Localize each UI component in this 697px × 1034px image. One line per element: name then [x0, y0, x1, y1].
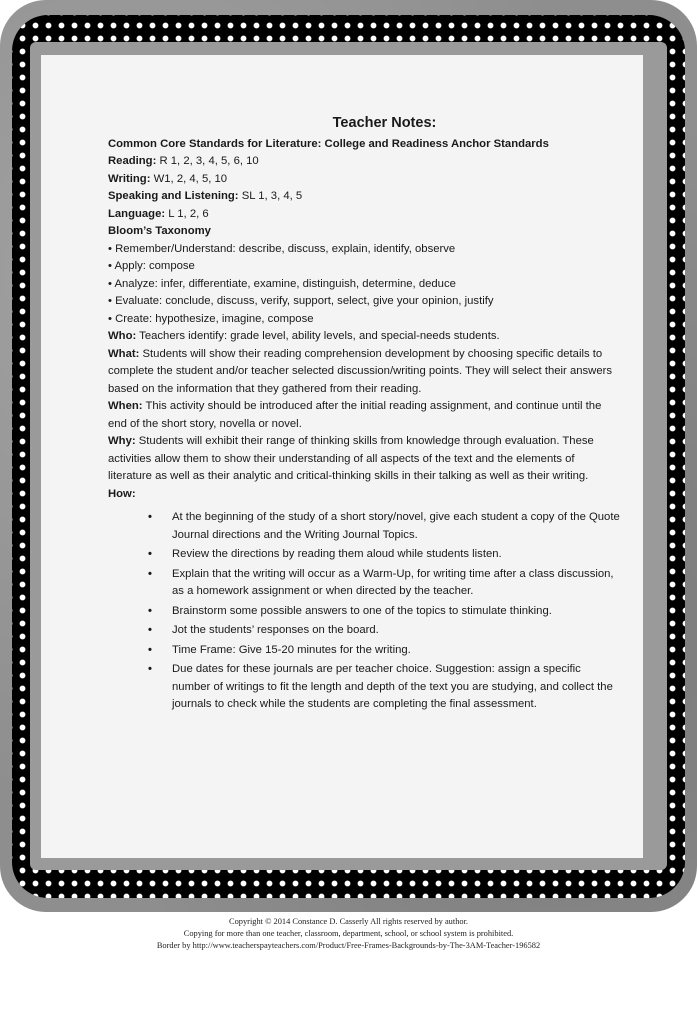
standard-speaking [108, 188, 621, 206]
how-item: • Due dates for these journals are per teacher choice. Suggestion: assign a specific number of writings to fit the length and depth of the text you are studying, and collect the journals to check while the students are completing the final assessment. [148, 661, 621, 714]
when-section [108, 398, 621, 433]
standard-value: R 1, 2, 3, 4, 5, 6, 10 [156, 155, 259, 167]
how-item: • Explain that the writing will occur as a Warm-Up, for writing time after a class discussion, as a homework assignment or when directed by the teacher. [148, 566, 621, 601]
how-item: • Brainstorm some possible answers to one of the topics to stimulate thinking. [148, 603, 621, 621]
blooms-item: • Analyze: infer, differentiate, examine, distinguish, determine, deduce [108, 277, 456, 290]
how-item: • At the beginning of the study of a short story/novel, give each student a copy of the Quote Journal directions and the Writing Journal Topics. [148, 509, 621, 544]
footer [0, 916, 697, 952]
blooms-item: • Apply: compose [108, 260, 195, 272]
why-label: Why: [108, 435, 136, 447]
what-section [108, 346, 621, 399]
what-label: What: [108, 347, 140, 360]
standard-label: Language: [108, 207, 166, 220]
what-text: Students will show their reading comprehension development by choosing specific details to complete the student and/or teacher selected discussion/writing points. They will select their answers based on the information that they gathered from their reading. [108, 347, 613, 395]
standard-label: Writing: [108, 172, 151, 185]
standard-language [108, 206, 621, 224]
border-credit: Border by http://www.teacherspayteachers.com/Product/Free-Frames-Backgrounds-by-The-3AM-Teacher-196582 [156, 941, 541, 950]
when-label: When: [108, 400, 143, 412]
blooms-heading: Bloom’s Taxonomy [108, 225, 211, 237]
when-text: This activity should be introduced after the initial reading assignment, and continue until the end of the short story, novella or novel. [108, 400, 602, 430]
standard-value: W1, 2, 4, 5, 10 [150, 172, 228, 185]
who-section [108, 328, 621, 346]
who-label: Who: [108, 330, 137, 342]
who-text: Teachers identify: grade level, ability levels, and special-needs students. [136, 330, 500, 342]
blooms-item: • Remember/Understand: describe, discuss, explain, identify, observe [108, 242, 456, 255]
why-text: Students will exhibit their range of thinking skills from knowledge through evaluation. These activities allow them to show their understanding of all aspects of the text and the elements of literature as well as their analytic and critical-thinking skills in their talking as well as their writing. [108, 435, 594, 482]
copying-notice: Copying for more than one teacher, classroom, department, school, or school system is prohibited. [183, 929, 514, 938]
standard-value: SL 1, 3, 4, 5 [238, 190, 303, 202]
how-item: • Time Frame: Give 15-20 minutes for the writing. [148, 642, 621, 660]
how-item: • Jot the students’ responses on the board. [148, 622, 621, 640]
how-list [108, 509, 621, 714]
standards-heading: Common Core Standards for Literature: College and Readiness Anchor Standards [108, 137, 549, 150]
standard-reading [108, 153, 621, 171]
notes-page [41, 55, 643, 858]
standard-label: Speaking and Listening: [108, 190, 239, 202]
how-item: • Review the directions by reading them aloud while students listen. [148, 546, 621, 564]
blooms-item: • Create: hypothesize, imagine, compose [108, 312, 314, 325]
standard-writing [108, 171, 621, 189]
how-label: How: [108, 487, 136, 500]
page-title: Teacher Notes: [332, 115, 437, 131]
blooms-item: • Evaluate: conclude, discuss, verify, support, select, give your opinion, justify [108, 295, 494, 307]
standard-label: Reading: [108, 155, 157, 167]
why-section [108, 433, 621, 486]
copyright-notice: Copyright © 2014 Constance D. Casserly All rights reserved by author. [229, 917, 468, 926]
standard-value: L 1, 2, 6 [165, 207, 209, 220]
